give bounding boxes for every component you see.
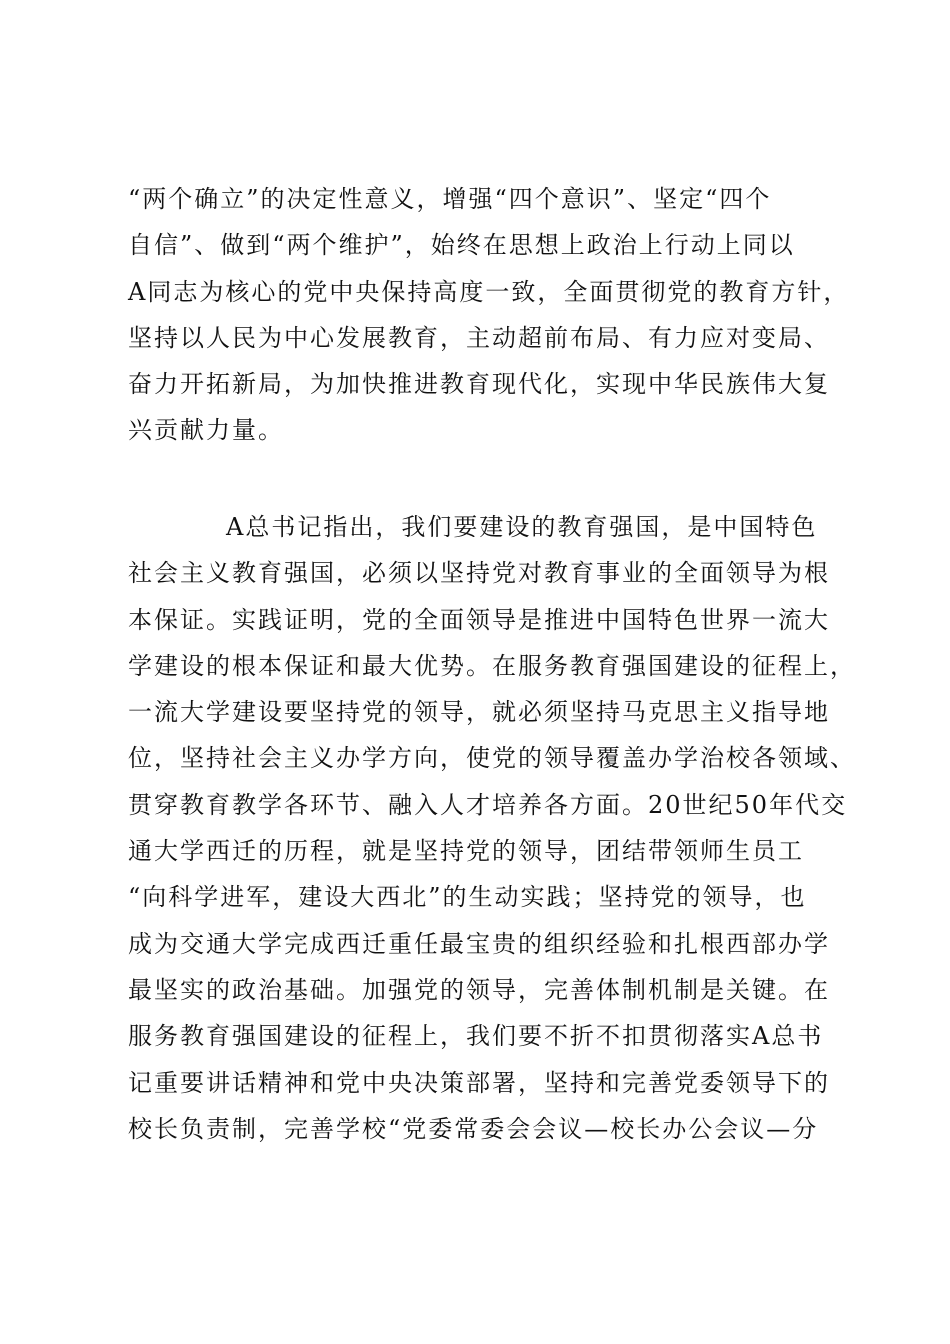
text-line: 成为交通大学完成西迁重任最宝贵的组织经验和扎根西部办学	[128, 929, 830, 958]
text-line: 最坚实的政治基础。加强党的领导，完善体制机制是关键。在	[128, 975, 830, 1004]
text-line: 学建设的根本保证和最大优势。在服务教育强国建设的征程上，	[128, 651, 856, 680]
text-line: 通大学西迁的历程，就是坚持党的领导，团结带领师生员工	[128, 837, 804, 866]
text-line: 位，坚持社会主义办学方向，使党的领导覆盖办学治校各领域、	[128, 744, 856, 773]
paragraph-1	[128, 176, 850, 454]
text-line: “向科学进军，建设大西北”的生动实践；坚持党的领导，也	[128, 883, 807, 912]
text-line-indented: A总书记指出，我们要建设的教育强国，是中国特色	[226, 513, 818, 541]
text-line: 一流大学建设要坚持党的领导，就必须坚持马克思主义指导地	[128, 698, 830, 727]
paragraph-2	[128, 504, 856, 1152]
text-line: 本保证。实践证明，党的全面领导是推进中国特色世界一流大	[128, 605, 830, 634]
text-line: 校长负责制，完善学校“党委常委会会议—校长办公会议—分	[128, 1114, 819, 1143]
text-line: 贯穿教育教学各环节、融入人才培养各方面。20世纪50年代交	[128, 790, 848, 819]
text-line: 坚持以人民为中心发展教育，主动超前布局、有力应对变局、	[128, 323, 830, 352]
text-line: 服务教育强国建设的征程上，我们要不折不扣贯彻落实A总书	[128, 1022, 824, 1051]
text-line: 兴贡献力量。	[128, 416, 284, 445]
text-line: “两个确立”的决定性意义，增强“四个意识”、坚定“四个	[128, 185, 772, 213]
text-line: A同志为核心的党中央保持高度一致，全面贯彻党的教育方针，	[128, 277, 850, 306]
text-line: 自信”、做到“两个维护”，始终在思想上政治上行动上同以	[128, 231, 795, 260]
text-line: 记重要讲话精神和党中央决策部署，坚持和完善党委领导下的	[128, 1068, 830, 1097]
text-line: 奋力开拓新局，为加快推进教育现代化，实现中华民族伟大复	[128, 370, 830, 399]
text-line: 社会主义教育强国，必须以坚持党对教育事业的全面领导为根	[128, 559, 830, 588]
